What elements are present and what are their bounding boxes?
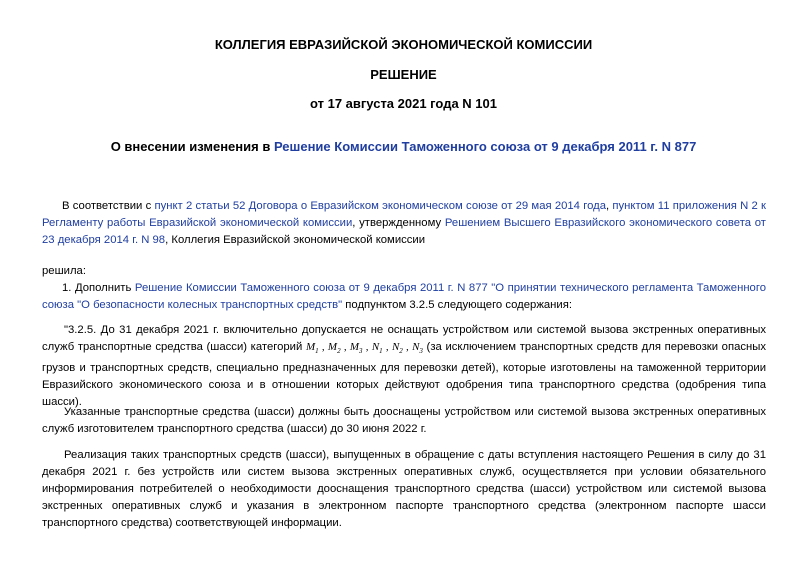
p2-text-2: подпунктом 3.2.5 следующего содержания:: [342, 299, 572, 311]
link-decision-877[interactable]: Решение Комиссии Таможенного союза от 9 декабря 2011 г. N 877 "О принятии технического регламента Таможенного союза "О безопасности колесных транспортных средств": [42, 282, 766, 311]
paragraph-item-1: [42, 280, 766, 314]
title-link[interactable]: Решение Комиссии Таможенного союза от 9 декабря 2011 г. N 877: [273, 139, 697, 154]
link-council-decision[interactable]: Решением Высшего Евразийского экономического совета от 23 декабря 2014 г. N 98: [42, 217, 766, 246]
category-n1: $N_1$: [371, 341, 383, 356]
date-heading: от 17 августа 2021 года N 101: [310, 96, 497, 111]
category-m3: $M_3$: [349, 341, 363, 356]
p3-text-2: (за исключением транспортных средств для перевозки опасных грузов и транспортных средств, специально предназначенных для перевозки детей), которые изготовлены на таможенной территории Евразийского экономического союза и в отношении которых действуют одобрения типа транспортного средства (одобрения типа шасси).: [42, 341, 767, 409]
category-n3: $N_3$: [412, 341, 423, 356]
category-n2: $N_2$: [391, 341, 403, 356]
link-regulation-annex[interactable]: пунктом 11 приложения N 2 к Регламенту работы Евразийской экономической комиссии: [42, 200, 766, 229]
category-m2: $M_2$: [327, 341, 341, 356]
vehicle-categories: $M_1$ , $M_2$ , $M_3$ , $N_1$ , $N_2$ , $N_3$: [305, 341, 423, 356]
title-prefix: О внесении изменения в: [110, 139, 274, 154]
document-title: [0, 139, 807, 154]
org-heading: КОЛЛЕГИЯ ЕВРАЗИЙСКОЙ ЭКОНОМИЧЕСКОЙ КОМИССИИ: [214, 37, 593, 52]
paragraph-retrofit: Указанные транспортные средства (шасси) должны быть дооснащены устройством или системой вызова экстренных оперативных служб изготовителем транспортного средства (шасси) до 30 июня 2022 г.: [42, 406, 766, 435]
p1-text-1: В соответствии с: [62, 200, 155, 212]
p1-text-3: , утвержденному: [352, 217, 445, 229]
paragraph-3-2-5: [42, 322, 766, 411]
paragraph-sales: Реализация таких транспортных средств (шасси), выпущенных в обращение с даты вступления настоящего Решения в силу до 31 декабря 2021 г. без устройств или систем вызова экстренных оперативных служб, осуществляется при условии обязательного информирования потребителей о необходимости дооснащения транспортного средства (шасси) устройством или системой вызова экстренных оперативных служб и указания в электронном паспорте транспортного средства (электронном паспорте шасси транспортного средства) соответствующей информации.: [42, 449, 766, 529]
p2-text-1: 1. Дополнить: [62, 282, 135, 294]
paragraph-basis: [42, 198, 766, 249]
link-treaty-article[interactable]: пункт 2 статьи 52 Договора о Евразийском экономическом союзе от 29 мая 2014 года: [154, 200, 606, 212]
p3-text-1: "3.2.5. До 31 декабря 2021 г. включительно допускается не оснащать устройством или системой вызова экстренных оперативных служб транспортные средства (шасси) категорий: [42, 324, 766, 353]
p1-text-4: , Коллегия Евразийской экономической комиссии: [165, 234, 426, 246]
doc-type-heading: РЕШЕНИЕ: [370, 67, 437, 82]
category-m1: $M_1$: [305, 341, 319, 356]
decided-label: решила:: [42, 265, 86, 277]
p1-text-2: ,: [606, 200, 613, 212]
